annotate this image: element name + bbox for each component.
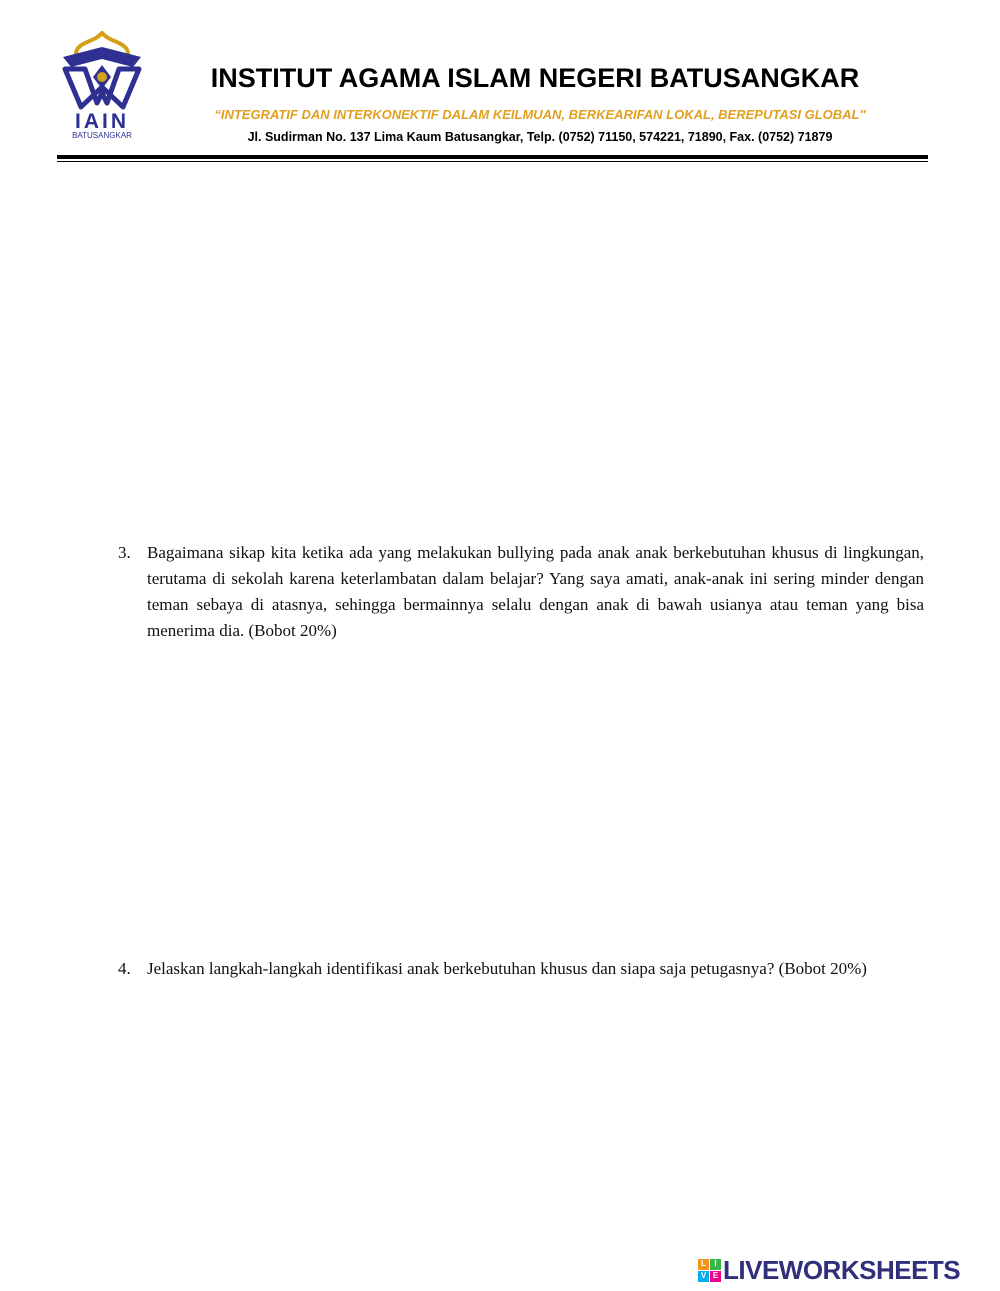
institution-logo [57, 27, 147, 152]
question-number: 3. [118, 543, 131, 562]
question-4 [118, 956, 924, 982]
question-number: 4. [118, 959, 131, 978]
logo-letter: I [710, 1259, 721, 1270]
header-divider-thin [57, 161, 928, 162]
liveworksheets-logo-icon [698, 1259, 721, 1282]
institution-motto: “INTEGRATIF DAN INTERKONEKTIF DALAM KEILMUAN, BERKEARIFAN LOKAL, BEREPUTASI GLOBAL" [214, 107, 866, 122]
logo-text: IAIN [75, 110, 129, 133]
question-text: Bagaimana sikap kita ketika ada yang melakukan bullying pada anak anak berkebutuhan khusus di lingkungan, terutama di sekolah karena keterlambatan dalam belajar? Yang saya amati, anak-anak ini sering minder dengan teman sebaya di atasnya, sehingga bermainnya selalu dengan anak di bawah usianya atau teman yang bisa menerima dia. (Bobot 20%) [147, 543, 924, 640]
liveworksheets-watermark [698, 1255, 960, 1285]
logo-letter: L [698, 1259, 709, 1270]
question-text: Jelaskan langkah-langkah identifikasi anak berkebutuhan khusus dan siapa saja petugasnya? (Bobot 20%) [147, 959, 867, 978]
logo-letter: E [710, 1271, 721, 1282]
logo-subtext: BATUSANGKAR [72, 131, 132, 140]
institution-address: Jl. Sudirman No. 137 Lima Kaum Batusangkar, Telp. (0752) 71150, 574221, 71890, Fax. (0752) 71879 [247, 130, 833, 144]
liveworksheets-text: LIVEWORKSHEETS [723, 1255, 961, 1285]
institution-title: INSTITUT AGAMA ISLAM NEGERI BATUSANGKAR [210, 63, 860, 93]
header-divider-thick [57, 155, 928, 159]
logo-letter: V [698, 1271, 709, 1282]
logo-emblem-icon [57, 27, 147, 117]
question-3 [118, 540, 924, 644]
